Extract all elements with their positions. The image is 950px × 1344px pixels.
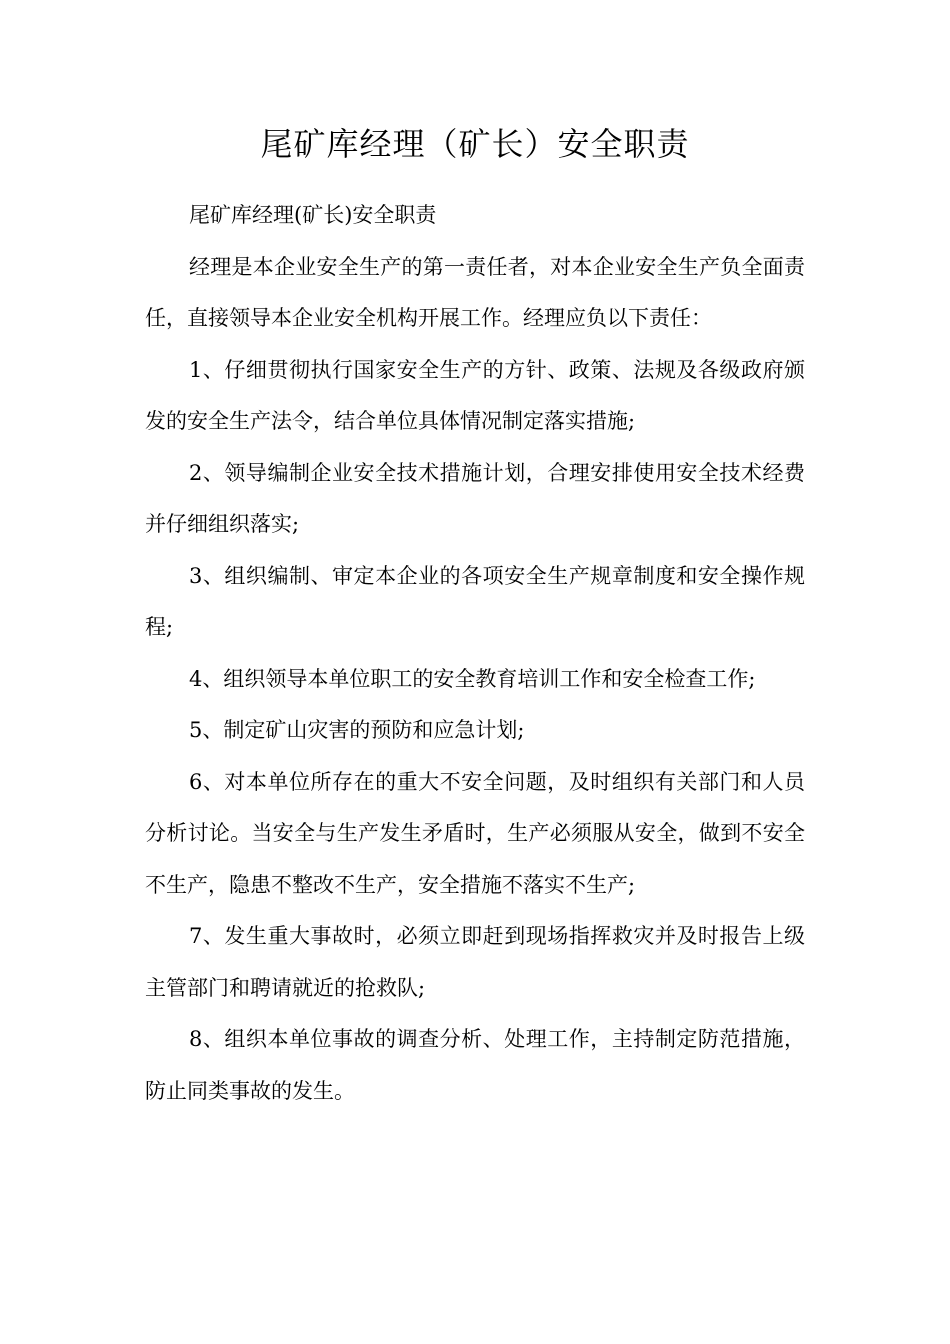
duty-item-6: 6、对本单位所存在的重大不安全问题，及时组织有关部门和人员分析讨论。当安全与生产发生矛盾时，生产必须服从安全，做到不安全不生产，隐患不整改不生产，安全措施不落实不生产; (145, 769, 805, 897)
duty-item-2: 2、领导编制企业安全技术措施计划，合理安排使用安全技术经费并仔细组织落实; (145, 460, 805, 536)
duty-item-3: 3、组织编制、审定本企业的各项安全生产规章制度和安全操作规程; (145, 563, 805, 639)
duty-item-8: 8、组织本单位事故的调查分析、处理工作，主持制定防范措施，防止同类事故的发生。 (145, 1027, 805, 1103)
document-body (145, 190, 805, 1117)
page-title: 尾矿库经理（矿长）安全职责 (260, 125, 690, 163)
subtitle-paragraph: 尾矿库经理(矿长)安全职责 (189, 203, 437, 227)
duty-item-4: 4、组织领导本单位职工的安全教育培训工作和安全检查工作; (189, 666, 756, 691)
duty-item-5: 5、制定矿山灾害的预防和应急计划; (189, 718, 525, 742)
intro-paragraph: 经理是本企业安全生产的第一责任者，对本企业安全生产负全面责任，直接领导本企业安全机构开展工作。经理应负以下责任： (145, 254, 805, 330)
duty-item-7: 7、发生重大事故时，必须立即赶到现场指挥救灾并及时报告上级主管部门和聘请就近的抢救队; (145, 924, 805, 1000)
duty-item-1: 1、仔细贯彻执行国家安全生产的方针、政策、法规及各级政府颁发的安全生产法令，结合单位具体情况制定落实措施; (145, 357, 805, 433)
